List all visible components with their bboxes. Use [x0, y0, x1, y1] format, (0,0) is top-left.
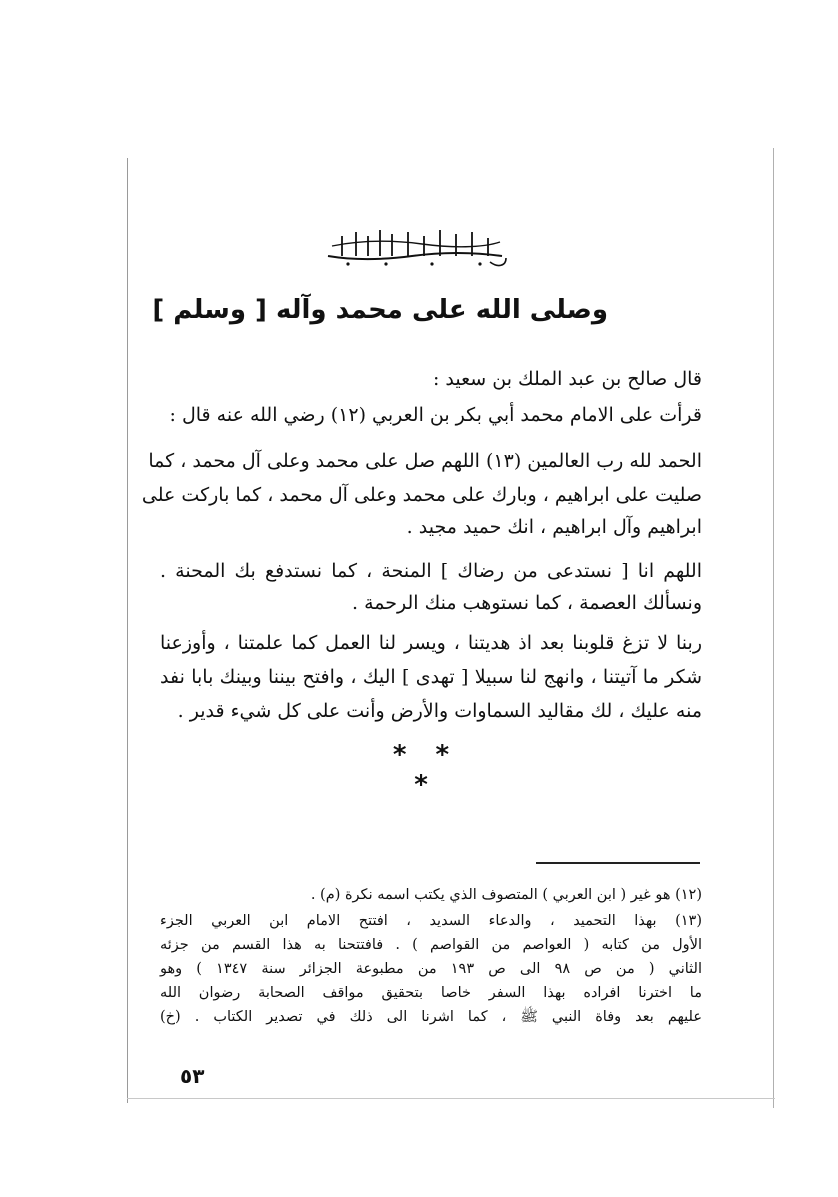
scan-edge-bottom	[127, 1098, 775, 1099]
narration-line: قرأت على الامام محمد أبي بكر بن العربي (١٢) رضي الله عنه قال :	[169, 404, 702, 426]
page-heading: وصلى الله على محمد وآله [ وسلم ]	[152, 295, 608, 325]
footnote-13-line-3: الثاني ( من ص ٩٨ الى ص ١٩٣ من مطبوعة الجزائر سنة ١٣٤٧ ) وهو	[160, 961, 702, 977]
prayer-line-2: صليت على ابراهيم ، وبارك على محمد وعلى آل محمد ، كما باركت على	[141, 484, 702, 506]
dua-line-1: ربنا لا تزغ قلوبنا بعد اذ هديتنا ، ويسر لنا العمل كما علمتنا ، وأوزعنا	[160, 632, 702, 654]
scan-edge-left	[127, 158, 128, 1103]
page-number: ٥٣	[180, 1064, 205, 1088]
scan-edge-right	[773, 148, 774, 1108]
dua-line-3: منه عليك ، لك مقاليد السماوات والأرض وأنت على كل شيء قدير .	[177, 700, 702, 722]
footnote-13-line-1: (١٣) بهذا التحميد ، والدعاء السديد ، افتتح الامام ابن العربي الجزء	[160, 913, 702, 929]
intro-line: قال صالح بن عبد الملك بن سعيد :	[432, 368, 702, 390]
prayer-line-1: الحمد لله رب العالمين (١٣) اللهم صل على محمد وعلى آل محمد ، كما	[148, 450, 702, 472]
footnote-13-line-4: ما اخترنا افراده بهذا السفر خاصا بتحقيق مواقف الصحابة رضوان الله	[160, 985, 702, 1001]
supplication-line-1: اللهم انا [ نستدعى من رضاك ] المنحة ، كما نستدفع بك المحنة .	[160, 560, 702, 582]
footnote-12: (١٢) هو غير ( ابن العربي ) المتصوف الذي يكتب اسمه نكرة (م) .	[310, 887, 702, 903]
dua-line-2: شكر ما آتيتنا ، وانهج لنا سبيلا [ تهدى ] اليك ، وافتح بيننا وبينك بابا نفد	[160, 666, 702, 688]
prayer-line-3: ابراهيم وآل ابراهيم ، انك حميد مجيد .	[406, 516, 702, 538]
basmala-calligraphy	[322, 226, 508, 270]
section-separator: * * *	[392, 740, 460, 800]
supplication-line-2: ونسألك العصمة ، كما نستوهب منك الرحمة .	[351, 592, 702, 614]
footnote-13-line-2: الأول من كتابه ( العواصم من القواصم ) . فافتتحنا به هذا القسم من جزئه	[160, 937, 702, 953]
footnote-rule	[536, 862, 700, 864]
footnote-13-line-5: عليهم بعد وفاة النبي ﷺ ، كما اشرنا الى ذلك في تصدير الكتاب . (خ)	[160, 1009, 702, 1025]
